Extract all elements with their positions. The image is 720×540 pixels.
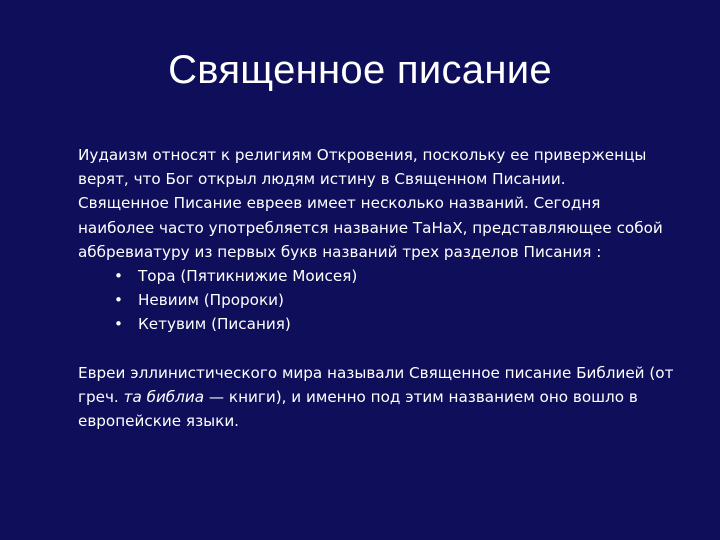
spacer bbox=[78, 337, 678, 361]
bullet-icon: • bbox=[114, 267, 123, 286]
list-item-label: Тора (Пятикнижие Моисея) bbox=[138, 267, 358, 286]
bullet-icon: • bbox=[114, 315, 123, 334]
list-item-label: Кетувим (Писания) bbox=[138, 315, 291, 334]
greek-term: та библиа bbox=[123, 387, 205, 406]
bullet-icon: • bbox=[114, 291, 123, 310]
list-item-neviim bbox=[78, 288, 678, 312]
scripture-sections-list bbox=[78, 264, 678, 337]
paragraph-bible-name bbox=[78, 361, 678, 434]
paragraph-tanakh: Священное Писание евреев имеет несколько названий. Сегодня наиболее часто употребляется название ТаНаХ, представляющее собой аббревиатуру из первых букв названий трех разделов Писания : bbox=[78, 194, 663, 261]
list-item-ketuvim bbox=[78, 312, 678, 336]
list-item-label: Невиим (Пророки) bbox=[138, 291, 284, 310]
slide-title: Священное писание bbox=[168, 48, 552, 92]
closing-text-start: Евреи эллинистического мира называли Священное писание Библией (от греч. bbox=[78, 363, 674, 406]
paragraph-revelation: Иудаизм относят к религиям Откровения, поскольку ее приверженцы верят, что Бог открыл людям истину в Священном Писании. bbox=[78, 146, 647, 189]
slide-body bbox=[78, 143, 678, 433]
closing-text-end: — книги), и именно под этим названием оно вошло в европейские языки. bbox=[78, 387, 638, 431]
list-item-torah bbox=[78, 264, 678, 288]
